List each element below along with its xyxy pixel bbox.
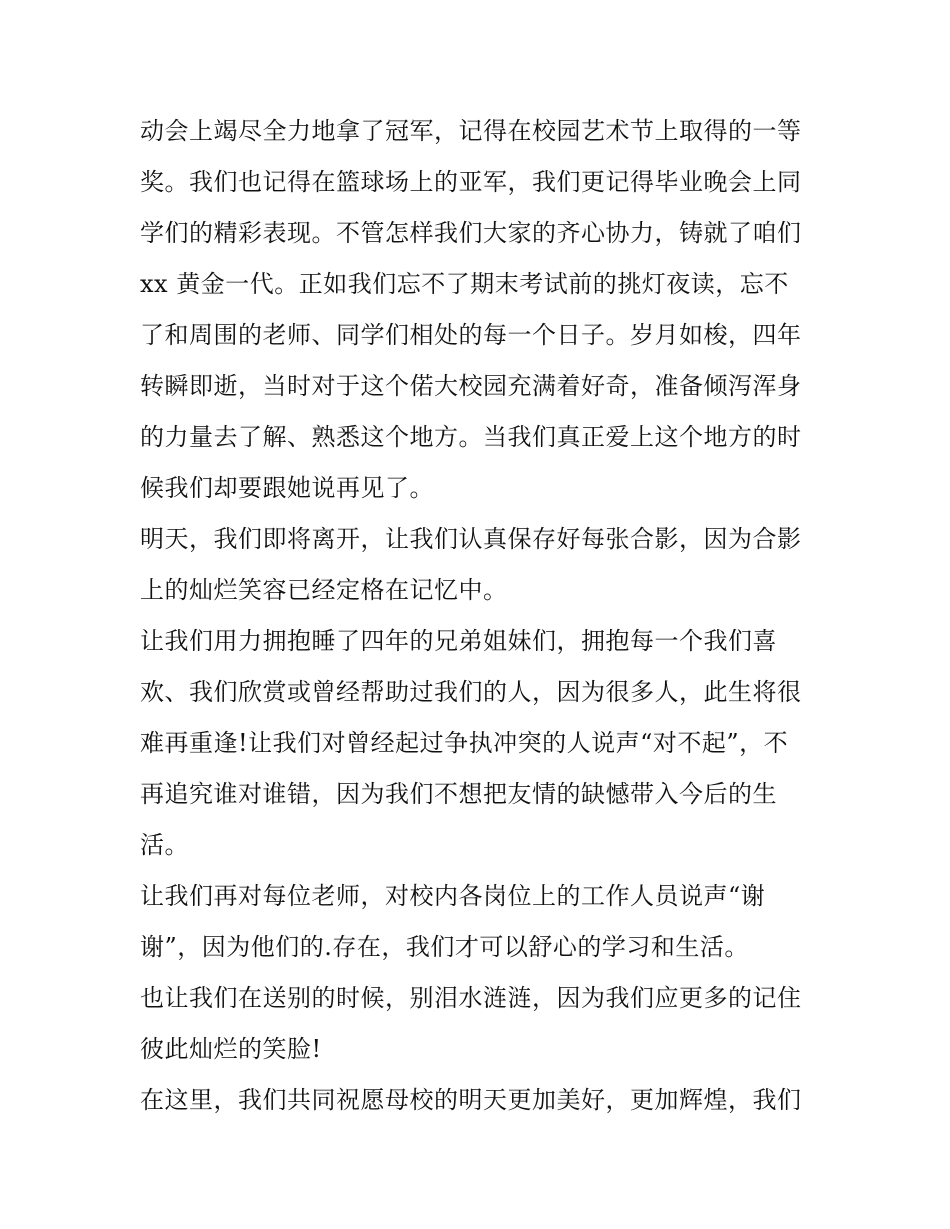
text-line: 的力量去了解、熟悉这个地方。当我们真正爱上这个地方的时 bbox=[140, 423, 802, 451]
text-line: 活。 bbox=[140, 831, 189, 859]
text-line: xx 黄金一代。正如我们忘不了期末考试前的挑灯夜读，忘不 bbox=[140, 270, 789, 298]
text-line: 转瞬即逝，当时对于这个偌大校园充满着好奇，准备倾泻浑身 bbox=[140, 372, 802, 400]
text-line: 明天，我们即将离开，让我们认真保存好每张合影，因为合影 bbox=[140, 525, 802, 553]
text-line: 也让我们在送别的时候，别泪水涟涟，因为我们应更多的记住 bbox=[140, 984, 802, 1012]
text-line: 让我们再对每位老师，对校内各岗位上的工作人员说声“谢 bbox=[140, 882, 766, 910]
text-line: 了和周围的老师、同学们相处的每一个日子。岁月如梭，四年 bbox=[140, 321, 802, 349]
text-line: 学们的精彩表现。不管怎样我们大家的齐心协力，铸就了咱们 bbox=[140, 219, 802, 247]
text-line: 在这里，我们共同祝愿母校的明天更加美好，更加辉煌，我们 bbox=[140, 1086, 802, 1114]
text-line: 彼此灿烂的笑脸! bbox=[140, 1035, 322, 1063]
text-line: 再追究谁对谁错，因为我们不想把友情的缺憾带入今后的生 bbox=[140, 780, 777, 808]
text-line: 欢、我们欣赏或曾经帮助过我们的人，因为很多人，此生将很 bbox=[140, 678, 802, 706]
text-line: 难再重逢!让我们对曾经起过争执冲突的人说声“对不起”，不 bbox=[140, 729, 789, 757]
text-line: 上的灿烂笑容已经定格在记忆中。 bbox=[140, 576, 508, 604]
text-line: 谢”，因为他们的.存在，我们才可以舒心的学习和生活。 bbox=[140, 933, 749, 961]
text-line: 奖。我们也记得在篮球场上的亚军，我们更记得毕业晚会上同 bbox=[140, 168, 802, 196]
text-line: 动会上竭尽全力地拿了冠军，记得在校园艺术节上取得的一等 bbox=[140, 117, 802, 145]
text-line: 候我们却要跟她说再见了。 bbox=[140, 474, 434, 502]
text-line: 让我们用力拥抱睡了四年的兄弟姐妹们，拥抱每一个我们喜 bbox=[140, 627, 777, 655]
document-body bbox=[140, 106, 820, 1126]
